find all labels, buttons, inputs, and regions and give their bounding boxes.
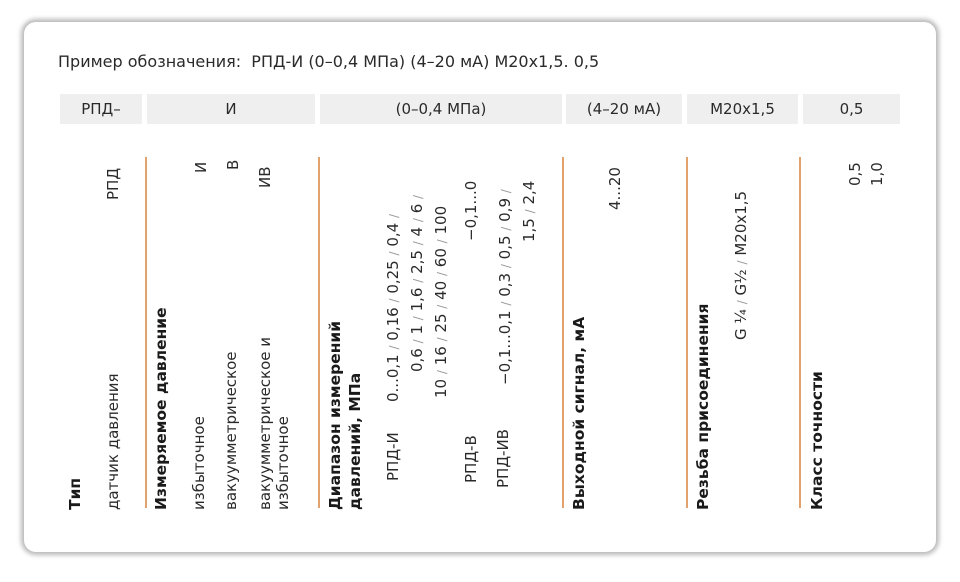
separator: / <box>499 189 513 194</box>
code-range: (0–0,4 МПа) <box>320 94 562 124</box>
type-row-label: датчик давления <box>104 373 122 510</box>
separator: / <box>499 264 513 269</box>
designation-example: Пример обозначения: РПД-И (0–0,4 МПа) (4–20 мА) М20х1,5. 0,5 <box>58 52 600 71</box>
range-value: 25 <box>432 313 450 333</box>
range-value: 0,25 <box>384 260 402 294</box>
separator: / <box>435 304 449 309</box>
separator: / <box>387 213 401 219</box>
range-value: 0...0,1 <box>384 354 402 402</box>
code-type: РПД– <box>60 94 142 124</box>
pressure-heading: Измеряемое давление <box>152 307 170 510</box>
range-rpd-i-line-2 <box>408 195 426 372</box>
pressure-value-gauge: И <box>192 161 210 173</box>
range-value: 1,5 <box>520 218 538 242</box>
separator: / <box>387 345 401 350</box>
separator: / <box>387 251 401 256</box>
range-value: 6 <box>408 203 426 214</box>
range-value: 1 <box>408 324 426 335</box>
pressure-label-vacuum: вакуумметрическое <box>222 351 240 510</box>
range-value: 1,6 <box>408 287 426 312</box>
thread-value: М20х1,5 <box>732 190 750 256</box>
separator: / <box>387 298 401 303</box>
code-thread: М20х1,5 <box>687 94 798 124</box>
thread-value: G½ <box>732 269 750 296</box>
separator: / <box>411 316 425 321</box>
pressure-label-gauge: избыточное <box>190 416 208 510</box>
accuracy-value-2: 1,0 <box>868 162 886 186</box>
range-rpd-iv-line-1 <box>496 189 514 385</box>
range-value: 16 <box>432 346 450 366</box>
separator: / <box>411 194 425 199</box>
thread-values <box>732 191 750 340</box>
output-value: 4...20 <box>606 167 624 210</box>
range-label-rpd-iv: РПД-ИВ <box>494 429 512 488</box>
separator: / <box>499 226 513 231</box>
range-value: 0,9 <box>496 198 514 222</box>
range-value: 0,6 <box>408 348 426 372</box>
separator: / <box>435 271 449 277</box>
thread-value: G ¼ <box>732 309 750 340</box>
range-value: 60 <box>432 248 450 268</box>
range-value: 0,5 <box>496 235 514 260</box>
separator: / <box>435 337 449 342</box>
range-rpd-i-line-1 <box>384 214 402 402</box>
range-rpd-iv-line-2 <box>520 181 538 242</box>
range-value: 100 <box>432 205 450 235</box>
range-value: 40 <box>432 280 450 300</box>
range-value: 10 <box>432 378 450 398</box>
type-row-value: РПД <box>104 167 122 200</box>
separator: / <box>735 260 749 265</box>
code-accuracy: 0,5 <box>803 94 900 124</box>
pressure-value-combined: ИВ <box>256 166 274 188</box>
separator: / <box>435 370 449 375</box>
range-label-rpd-i: РПД-И <box>384 432 402 481</box>
range-value: 0,4 <box>384 222 402 247</box>
range-heading-2: давлений, МПа <box>346 372 364 510</box>
separator: / <box>523 209 537 214</box>
separator: / <box>499 301 513 306</box>
code-output: (4–20 мА) <box>566 94 682 124</box>
accuracy-value-1: 0,5 <box>846 162 864 186</box>
output-heading: Выходной сигнал, мА <box>570 316 588 510</box>
range-value: 2,4 <box>520 180 538 205</box>
range-rpd-v-value: −0,1...0 <box>462 180 480 241</box>
type-heading: Тип <box>66 477 84 510</box>
range-rpd-i-line-3 <box>432 206 450 398</box>
range-label-rpd-v: РПД-В <box>462 435 480 483</box>
accuracy-heading: Класс точности <box>808 371 826 510</box>
range-value: 4 <box>408 226 426 237</box>
pressure-value-vacuum: В <box>224 159 242 170</box>
range-value: 0,16 <box>384 307 402 341</box>
code-pressure: И <box>147 94 315 124</box>
range-value: 2,5 <box>408 250 426 274</box>
range-value: 0,3 <box>496 272 514 297</box>
pressure-label-combined-1: вакуумметрическое и <box>256 336 274 510</box>
range-heading-1: Диапазон измерений <box>326 320 344 510</box>
separator: / <box>435 239 449 244</box>
separator: / <box>411 241 425 246</box>
range-value: −0,1...0,1 <box>496 310 514 385</box>
separator: / <box>411 339 425 344</box>
separator: / <box>411 278 425 283</box>
separator: / <box>735 300 749 305</box>
thread-heading: Резьба присоединения <box>694 303 712 510</box>
pressure-label-combined-2: избыточное <box>274 416 292 510</box>
separator: / <box>411 218 425 223</box>
